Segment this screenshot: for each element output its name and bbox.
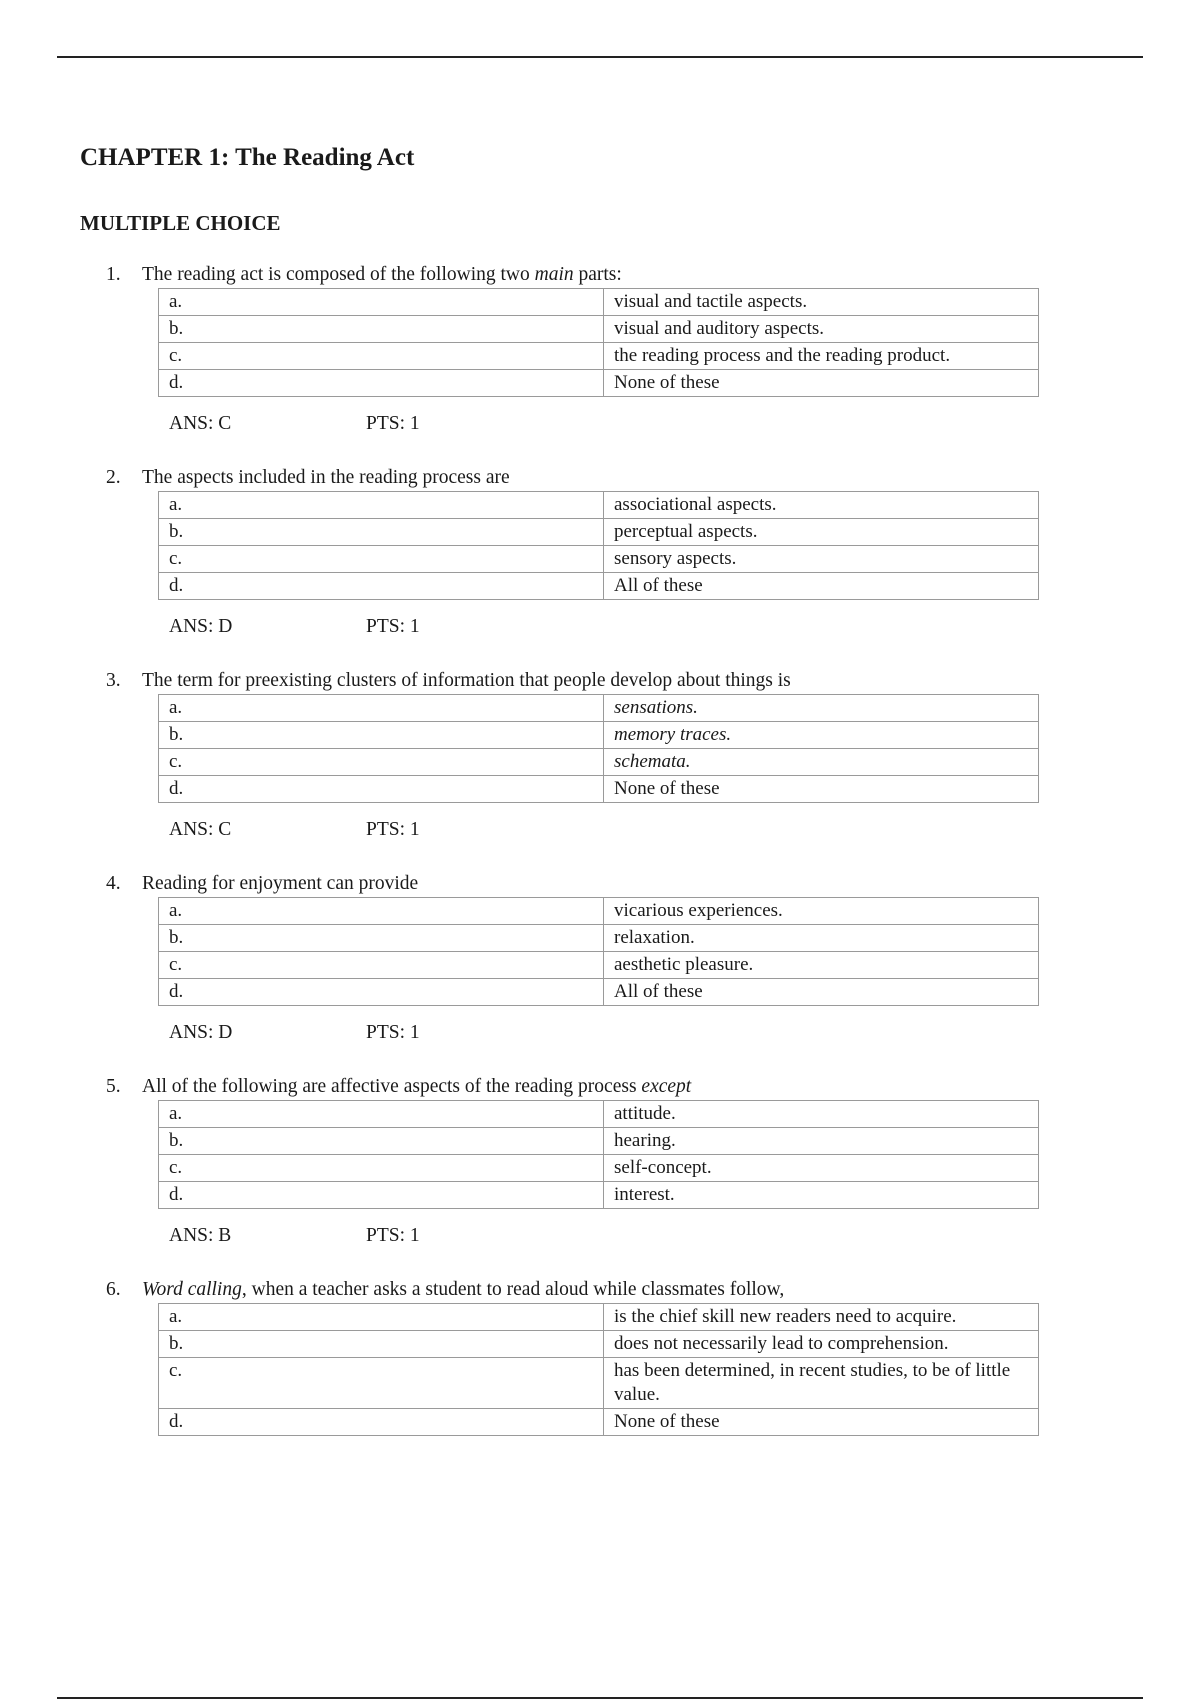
question-item bbox=[106, 1074, 1080, 1249]
answer-key: ANS: B bbox=[169, 1225, 232, 1246]
points-value: PTS: 1 bbox=[366, 1022, 420, 1043]
option-row bbox=[159, 979, 1039, 1006]
option-row bbox=[159, 573, 1039, 600]
question-number: 1. bbox=[106, 264, 121, 285]
option-letter: b. bbox=[159, 1331, 604, 1358]
option-row bbox=[159, 776, 1039, 803]
option-text: interest. bbox=[604, 1182, 1039, 1209]
question-text: All of the following are affective aspects of the reading process bbox=[142, 1076, 642, 1097]
option-text: is the chief skill new readers need to acquire. bbox=[604, 1304, 1039, 1331]
option-letter: b. bbox=[159, 722, 604, 749]
option-letter: c. bbox=[159, 749, 604, 776]
answer-row bbox=[169, 817, 1080, 843]
option-letter: a. bbox=[159, 289, 604, 316]
question-text-tail: , when a teacher asks a student to read aloud while classmates follow, bbox=[241, 1279, 785, 1300]
option-letter: d. bbox=[159, 370, 604, 397]
question-text: The reading act is composed of the following two bbox=[142, 264, 535, 285]
option-row bbox=[159, 316, 1039, 343]
points-value: PTS: 1 bbox=[366, 413, 420, 434]
answer-row bbox=[169, 411, 1080, 437]
option-text: sensations. bbox=[604, 695, 1039, 722]
option-text: hearing. bbox=[604, 1128, 1039, 1155]
option-letter: a. bbox=[159, 492, 604, 519]
option-letter: c. bbox=[159, 952, 604, 979]
points-value: PTS: 1 bbox=[366, 616, 420, 637]
option-letter: d. bbox=[159, 979, 604, 1006]
option-text: All of these bbox=[604, 979, 1039, 1006]
question-text-tail: parts: bbox=[573, 264, 622, 285]
option-text: schemata. bbox=[604, 749, 1039, 776]
question-stem bbox=[106, 465, 1080, 491]
answer-key: ANS: D bbox=[169, 1022, 233, 1043]
option-row bbox=[159, 289, 1039, 316]
answer-key: ANS: D bbox=[169, 616, 233, 637]
option-letter: a. bbox=[159, 898, 604, 925]
option-row bbox=[159, 1331, 1039, 1358]
option-row bbox=[159, 1101, 1039, 1128]
option-row bbox=[159, 1155, 1039, 1182]
option-row bbox=[159, 519, 1039, 546]
question-emphasis: main bbox=[534, 264, 574, 285]
answer-row bbox=[169, 1223, 1080, 1249]
option-row bbox=[159, 749, 1039, 776]
option-letter: c. bbox=[159, 546, 604, 573]
question-item bbox=[106, 465, 1080, 640]
option-letter: d. bbox=[159, 776, 604, 803]
points-value: PTS: 1 bbox=[366, 819, 420, 840]
option-text: None of these bbox=[604, 370, 1039, 397]
option-row bbox=[159, 695, 1039, 722]
option-text: None of these bbox=[604, 1409, 1039, 1436]
question-number: 2. bbox=[106, 467, 121, 488]
option-text: does not necessarily lead to comprehension. bbox=[604, 1331, 1039, 1358]
question-item bbox=[106, 871, 1080, 1046]
option-letter: a. bbox=[159, 1304, 604, 1331]
bottom-rule bbox=[57, 1697, 1143, 1699]
option-letter: d. bbox=[159, 1409, 604, 1436]
question-item bbox=[106, 668, 1080, 843]
question-emphasis: Word calling bbox=[142, 1279, 242, 1300]
option-row bbox=[159, 1409, 1039, 1436]
answer-row bbox=[169, 1020, 1080, 1046]
option-text: visual and auditory aspects. bbox=[604, 316, 1039, 343]
option-letter: a. bbox=[159, 1101, 604, 1128]
option-row bbox=[159, 492, 1039, 519]
question-emphasis: except bbox=[641, 1076, 692, 1097]
answer-key: ANS: C bbox=[169, 819, 232, 840]
option-letter: a. bbox=[159, 695, 604, 722]
option-text: visual and tactile aspects. bbox=[604, 289, 1039, 316]
option-row bbox=[159, 925, 1039, 952]
option-row bbox=[159, 546, 1039, 573]
option-letter: c. bbox=[159, 1358, 604, 1409]
option-row bbox=[159, 1358, 1039, 1409]
options-table bbox=[158, 1303, 1039, 1436]
document-page bbox=[80, 138, 1080, 1436]
options-table bbox=[158, 897, 1039, 1006]
section-title: MULTIPLE CHOICE bbox=[80, 211, 281, 235]
option-row bbox=[159, 1128, 1039, 1155]
option-row bbox=[159, 1182, 1039, 1209]
option-text: attitude. bbox=[604, 1101, 1039, 1128]
option-letter: c. bbox=[159, 343, 604, 370]
option-text: has been determined, in recent studies, to be of little value. bbox=[604, 1358, 1039, 1409]
option-row bbox=[159, 952, 1039, 979]
option-letter: b. bbox=[159, 316, 604, 343]
question-text: The aspects included in the reading process are bbox=[142, 467, 510, 488]
option-text: relaxation. bbox=[604, 925, 1039, 952]
option-row bbox=[159, 1304, 1039, 1331]
option-text: perceptual aspects. bbox=[604, 519, 1039, 546]
option-text: None of these bbox=[604, 776, 1039, 803]
options-table bbox=[158, 1100, 1039, 1209]
answer-key: ANS: C bbox=[169, 413, 232, 434]
option-letter: b. bbox=[159, 925, 604, 952]
option-row bbox=[159, 898, 1039, 925]
chapter-title: CHAPTER 1: The Reading Act bbox=[80, 144, 415, 171]
option-letter: d. bbox=[159, 1182, 604, 1209]
top-rule bbox=[57, 56, 1143, 58]
question-list bbox=[80, 262, 1080, 1436]
question-stem bbox=[106, 1074, 1080, 1100]
options-table bbox=[158, 288, 1039, 397]
option-row bbox=[159, 722, 1039, 749]
question-stem bbox=[106, 262, 1080, 288]
option-text: associational aspects. bbox=[604, 492, 1039, 519]
options-table bbox=[158, 491, 1039, 600]
question-number: 5. bbox=[106, 1076, 121, 1097]
option-text: sensory aspects. bbox=[604, 546, 1039, 573]
question-text: The term for preexisting clusters of information that people develop about things is bbox=[142, 670, 791, 691]
answer-row bbox=[169, 614, 1080, 640]
option-text: self-concept. bbox=[604, 1155, 1039, 1182]
points-value: PTS: 1 bbox=[366, 1225, 420, 1246]
question-item bbox=[106, 262, 1080, 437]
option-letter: d. bbox=[159, 573, 604, 600]
question-stem bbox=[106, 668, 1080, 694]
option-text: the reading process and the reading product. bbox=[604, 343, 1039, 370]
option-text: aesthetic pleasure. bbox=[604, 952, 1039, 979]
option-row bbox=[159, 370, 1039, 397]
option-letter: c. bbox=[159, 1155, 604, 1182]
option-text: memory traces. bbox=[604, 722, 1039, 749]
options-table bbox=[158, 694, 1039, 803]
option-row bbox=[159, 343, 1039, 370]
question-number: 4. bbox=[106, 873, 121, 894]
option-text: vicarious experiences. bbox=[604, 898, 1039, 925]
option-letter: b. bbox=[159, 519, 604, 546]
question-stem bbox=[106, 871, 1080, 897]
question-number: 3. bbox=[106, 670, 121, 691]
question-text: Reading for enjoyment can provide bbox=[142, 873, 419, 894]
option-text: All of these bbox=[604, 573, 1039, 600]
question-item bbox=[106, 1277, 1080, 1436]
option-letter: b. bbox=[159, 1128, 604, 1155]
question-number: 6. bbox=[106, 1279, 121, 1300]
question-stem bbox=[106, 1277, 1080, 1303]
